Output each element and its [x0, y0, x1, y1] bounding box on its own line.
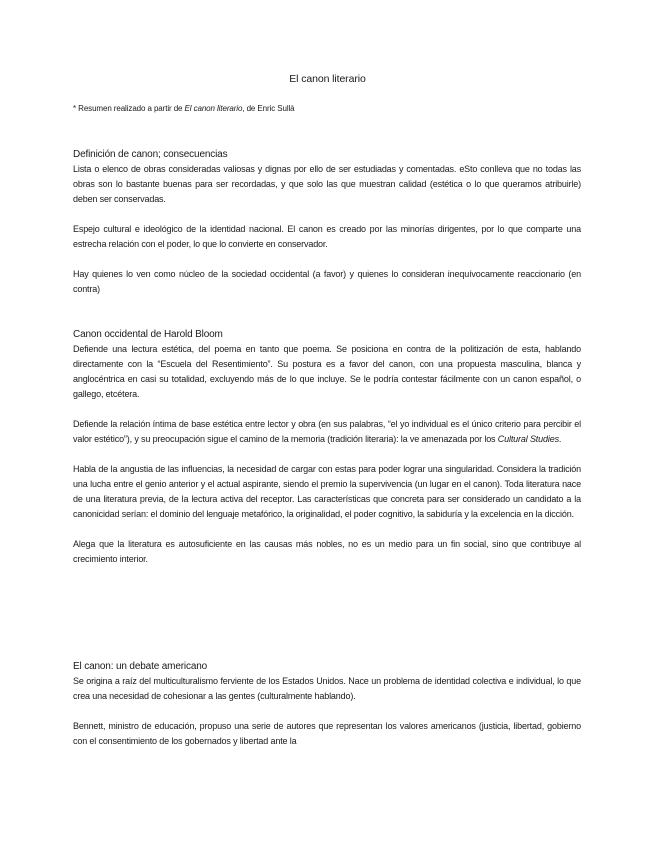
paragraph: Espejo cultural e ideológico de la identidad nacional. El canon es creado por las minorías dirigentes, por lo que comparte una estrecha relación con el poder, lo que lo convierte en conservador.: [73, 224, 581, 249]
source-note: [73, 104, 583, 113]
paragraph: Lista o elenco de obras consideradas valiosas y dignas por ello de ser estudiadas y comentadas. eSto conlleva que no todas las obras son lo bastante buenas para ser recordadas, y que solo las que muestran calidad (estética o lo que queramos atribuirle) deben ser conservadas.: [73, 164, 581, 204]
section-bloom: [73, 327, 581, 567]
paragraph: [73, 417, 581, 447]
section-american-debate: [73, 659, 581, 749]
paragraph: Hay quienes lo ven como núcleo de la sociedad occidental (a favor) y quienes lo consideran inequívocamente reaccionario (en contra): [73, 269, 581, 294]
section-heading: El canon: un debate americano: [73, 661, 208, 672]
paragraph: Defiende una lectura estética, del poema en tanto que poema. Se posiciona en contra de la politización de esta, hablando directamente con la “Escuela del Resentimiento”. Su postura es a favor del canon, con una propuesta masculina, blanca y anglocéntrica en casi su totalidad, excluyendo más de lo que incluye. Se le podría contestar fácilmente con un canon español, o gallego, etcétera.: [73, 344, 581, 399]
source-note-prefix: * Resumen realizado a partir de: [73, 104, 185, 113]
source-note-suffix: , de Enric Sullà: [242, 104, 295, 113]
paragraph: Alega que la literatura es autosuficiente en las causas más nobles, no es un medio para un fin social, sino que contribuye al crecimiento interior.: [73, 539, 581, 564]
paragraph-text: Defiende la relación íntima de base estética entre lector y obra (en sus palabras, “el yo individual es el único criterio para percibir el valor estético”), y su preocupación sigue el camino de la memoria (tradición literaria): la ve amenazada por los: [73, 419, 581, 444]
paragraph: Se origina a raíz del multiculturalismo ferviente de los Estados Unidos. Nace un problema de identidad colectiva e individual, lo que crea una necesidad de cohesionar a las gentes (culturalmente hablando).: [73, 676, 581, 701]
section-definition: [73, 147, 581, 297]
cultural-studies-term: Cultural Studies: [497, 434, 559, 444]
section-heading: Definición de canon; consecuencias: [73, 149, 228, 160]
paragraph: Bennett, ministro de educación, propuso una serie de autores que representan los valores americanos (justicia, libertad, gobierno con el consentimiento de los gobernados y libertad ante la: [73, 721, 581, 746]
paragraph: Habla de la angustia de las influencias, la necesidad de cargar con estas para poder lograr una singularidad. Considera la tradición una lucha entre el genio anterior y el actual aspirante, siendo el premio la supervivencia (un lugar en el canon). Toda literatura nace de una literatura previa, de la lectura activa del receptor. Las características que concreta para ser considerado un candidato a la canonicidad serían: el dominio del lenguaje metafórico, la originalidad, el poder cognitivo, la sabiduría y la excelencia en la dicción.: [73, 464, 581, 519]
document-title: El canon literario: [289, 73, 366, 85]
section-heading: Canon occidental de Harold Bloom: [73, 329, 223, 340]
source-note-book-title: El canon literario: [184, 104, 243, 113]
paragraph-period: .: [558, 434, 562, 444]
